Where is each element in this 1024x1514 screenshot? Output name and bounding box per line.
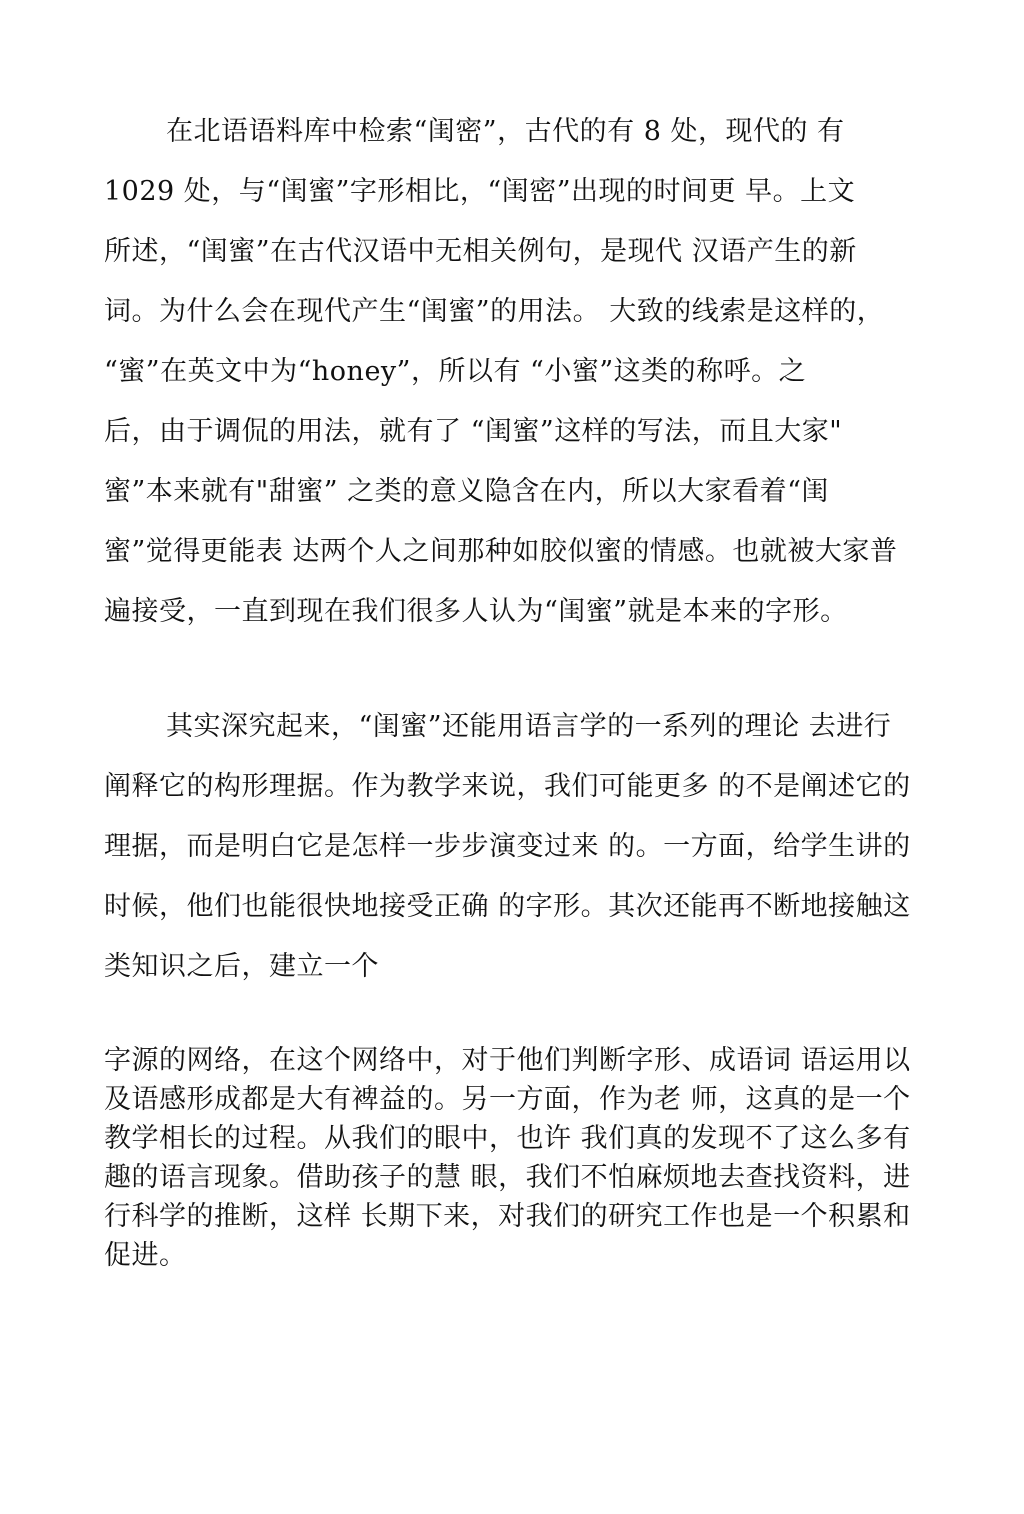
text-line: 所述，“闺蜜”在古代汉语中无相关例句，是现代 汉语产生的新 [104, 236, 857, 267]
text-line: 及语感形成都是大有裨益的。另一方面，作为老 师，这真的是一个 [104, 1084, 911, 1115]
paragraph-2 [104, 707, 924, 1007]
text-line: 教学相长的过程。从我们的眼中，也许 我们真的发现不了这么多有 [104, 1123, 911, 1154]
text-line: 遍接受，一直到现在我们很多人认为“闺蜜”就是本来的字形。 [104, 596, 848, 627]
text-line: 其实深究起来，“闺蜜”还能用语言学的一系列的理论 去进行 [166, 711, 892, 742]
text-line: 行科学的推断，这样 长期下来，对我们的研究工作也是一个积累和 [104, 1201, 911, 1232]
text-line: 趣的语言现象。借助孩子的慧 眼，我们不怕麻烦地去查找资料，进 [104, 1162, 911, 1193]
text-line: 在北语语料库中检索“闺密”，古代的有 8 处，现代的 有 [166, 116, 845, 147]
paragraph-1 [104, 112, 924, 652]
text-line: 后，由于调侃的用法，就有了 “闺蜜”这样的写法，而且大家" [104, 416, 843, 447]
text-line: 词。为什么会在现代产生“闺蜜”的用法。 大致的线索是这样的， [104, 296, 885, 327]
text-line: 阐释它的构形理据。作为教学来说，我们可能更多 的不是阐述它的 [104, 771, 911, 802]
text-line: 蜜”本来就有"甜蜜” 之类的意义隐含在内，所以大家看着“闺 [104, 476, 829, 507]
text-line: 1029 处，与“闺蜜”字形相比，“闺密”出现的时间更 早。上文 [104, 176, 856, 207]
text-line: 字源的网络，在这个网络中，对于他们判断字形、成语词 语运用以 [104, 1045, 911, 1076]
text-line: 类知识之后，建立一个 [104, 951, 379, 982]
paragraph-3 [104, 1043, 924, 1277]
text-line: 促进。 [104, 1240, 187, 1271]
text-line: “蜜”在英文中为“honey”，所以有 “小蜜”这类的称呼。之 [104, 356, 807, 387]
text-line: 时候，他们也能很快地接受正确 的字形。其次还能再不断地接触这 [104, 891, 911, 922]
text-line: 蜜”觉得更能表 达两个人之间那种如胶似蜜的情感。也就被大家普 [104, 536, 898, 567]
text-line: 理据，而是明白它是怎样一步步演变过来 的。一方面，给学生讲的 [104, 831, 911, 862]
